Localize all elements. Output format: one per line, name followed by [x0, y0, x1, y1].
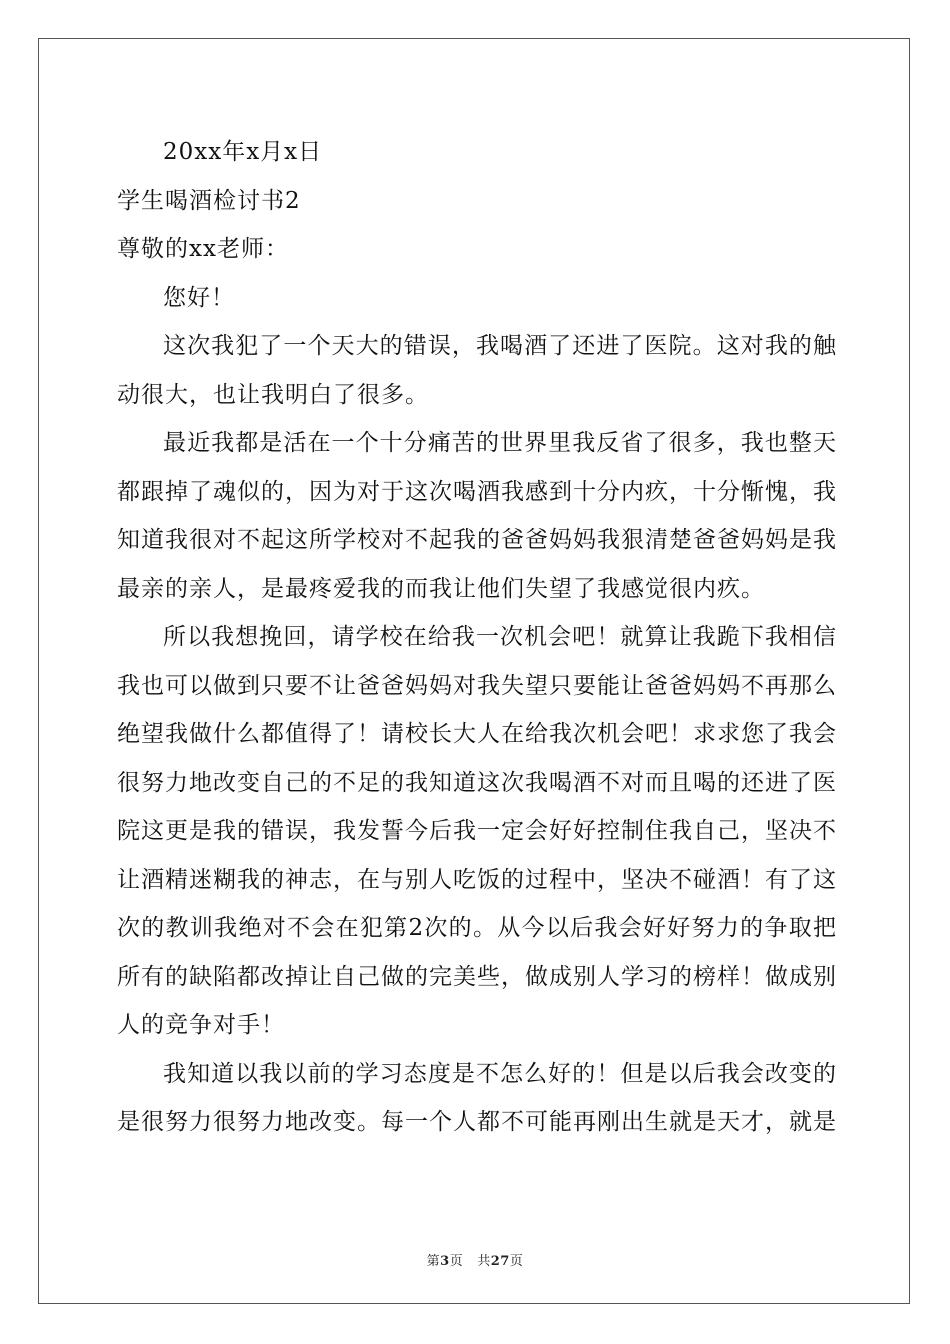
text-line: 您好！ [163, 284, 235, 311]
text-line: 知道我很对不起这所学校对不起我的爸爸妈妈我狠清楚爸爸妈妈是我 [117, 527, 837, 553]
text-line: 是很努力很努力地改变。每一个人都不可能再刚出生就是天才，就是 [117, 1109, 837, 1135]
text-line: 很努力地改变自己的不足的我知道这次我喝酒不对而且喝的还进了医 [117, 769, 837, 796]
total-suffix: 页 [509, 1254, 524, 1269]
text-line: 人的竞争对手！ [117, 1012, 285, 1038]
text-line: 动很大，也让我明白了很多。 [117, 381, 429, 408]
text-line: 学生喝酒检讨书2 [117, 187, 301, 214]
text-line: 尊敬的xx老师： [117, 236, 289, 262]
text-line: 都跟掉了魂似的，因为对于这次喝酒我感到十分内疚，十分惭愧，我 [117, 478, 837, 505]
page-footer [0, 1250, 950, 1269]
text-line: 让酒精迷糊我的神志，在与别人吃饭的过程中，坚决不碰酒！有了这 [117, 866, 837, 893]
page-prefix: 第 [426, 1254, 441, 1269]
text-line: 次的教训我绝对不会在犯第2次的。从今以后我会好好努力的争取把 [117, 915, 837, 941]
text-line: 绝望我做什么都值得了！请校长大人在给我次机会吧！求求您了我会 [117, 721, 837, 747]
text-line: 所以我想挽回，请学校在给我一次机会吧！就算让我跪下我相信 [163, 624, 837, 650]
text-line: 所有的缺陷都改掉让自己做的完美些，做成别人学习的榜样！做成别 [117, 963, 837, 990]
text-line: 院这更是我的错误，我发誓今后我一定会好好控制住我自己，坚决不 [117, 818, 837, 844]
total-prefix: 共 [477, 1254, 491, 1269]
text-line: 我也可以做到只要不让爸爸妈妈对我失望只要能让爸爸妈妈不再那么 [117, 672, 837, 699]
text-line: 最亲的亲人，是最疼爱我的而我让他们失望了我感觉很内疚。 [117, 575, 765, 602]
page-suffix: 页 [449, 1254, 464, 1269]
text-line: 20xx年x月x日 [163, 139, 323, 165]
total-pages: 27 [490, 1254, 510, 1269]
text-line: 我知道以我以前的学习态度是不怎么好的！但是以后我会改变的 [163, 1060, 837, 1087]
text-line: 最近我都是活在一个十分痛苦的世界里我反省了很多，我也整天 [163, 430, 837, 456]
text-line: 这次我犯了一个天大的错误，我喝酒了还进了医院。这对我的触 [163, 333, 837, 359]
page-number: 3 [440, 1254, 450, 1269]
document-body [117, 128, 837, 1147]
